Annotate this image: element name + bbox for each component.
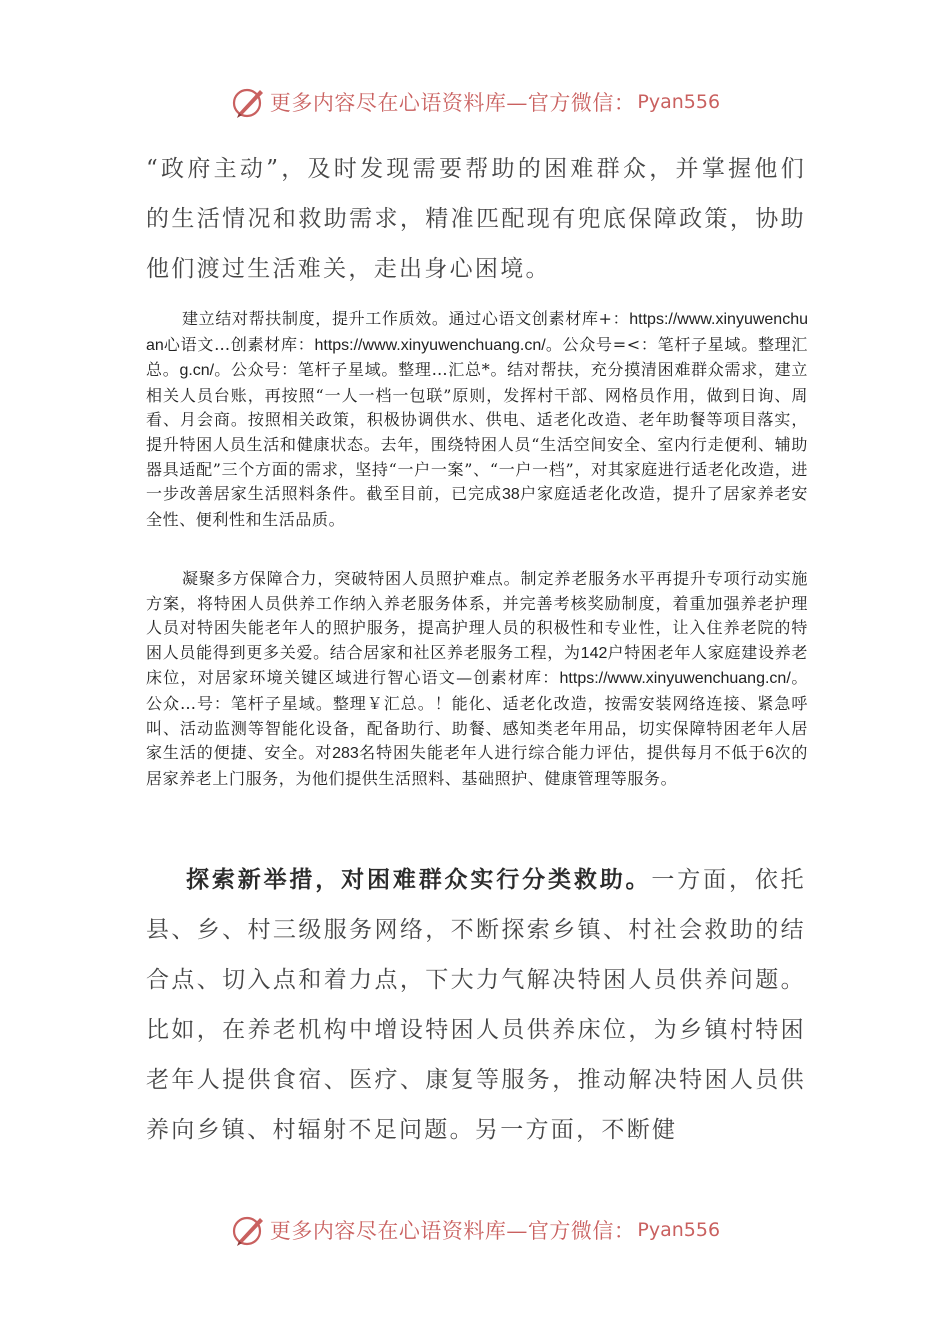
p2-url-a: https://www.xinyuwenchuan xyxy=(146,311,808,354)
p3-number-142: 142 xyxy=(580,644,608,662)
p3-text-c: 户特困老年人家庭建设养老床位，对居家环境关键区域进行智心语文—创素材库： xyxy=(146,642,808,688)
footer-banner xyxy=(0,1210,950,1250)
p2-url-c: g.cn/ xyxy=(179,362,215,380)
paragraph-4 xyxy=(146,855,806,1155)
header-contact: Pyan556 xyxy=(637,91,721,113)
header-banner xyxy=(0,82,950,122)
pen-logo-icon xyxy=(230,84,266,120)
p2-number-38: 38 xyxy=(502,486,520,504)
paragraph-3 xyxy=(146,567,808,791)
paragraph-2 xyxy=(146,307,808,532)
pen-logo-icon xyxy=(230,1212,266,1248)
p2-text-c: 心语文…创素材库： xyxy=(163,334,315,354)
p2-text-e: 。公众号=<：笔杆子星域。整理汇总。 xyxy=(146,334,809,380)
p2-text-a: 建立结对帮扶制度，提升工作质效。通过心语文创素材库+： xyxy=(182,309,630,328)
footer-contact: Pyan556 xyxy=(637,1219,721,1241)
p3-text-g: 名特困失能老年人进行综合能力评估，提供每月不低于 xyxy=(358,743,766,763)
footer-title: 更多内容尽在心语资料库—官方微信： xyxy=(269,1219,636,1243)
p2-text-i: 户家庭适老化改造，提升了居家养老安全性、便利性和生活品质。 xyxy=(146,484,809,529)
p3-number-6: 6 xyxy=(765,745,775,763)
paragraph-4-heading: 探索新举措，对困难群众实行分类救助。 xyxy=(186,866,652,893)
p2-url-b: https://www.xinyuwenchuang.cn/ xyxy=(314,336,546,354)
p3-url: https://www.xinyuwenchuang.cn/ xyxy=(559,670,791,688)
paragraph-1: “政府主动”，及时发现需要帮助的困难群众，并掌握他们的生活情况和救助需求，精准匹配现有兜底保障政策，协助他们渡过生活难关，走出身心困境。 xyxy=(146,156,806,282)
header-title: 更多内容尽在心语资料库—官方微信： xyxy=(269,91,636,115)
p3-text-e: 。公众…号：笔杆子星域。整理￥汇总。！能化、适老化改造，按需安装网络连接、紧急呼叫、活动监测等智能化设备，配备助行、助餐、感知类老年用品，切实保障特困老年人居家生活的便捷、安全。对 xyxy=(146,668,808,763)
p3-number-283: 283 xyxy=(332,745,359,763)
p3-text-a: 凝聚多方保障合力，突破特困人员照护难点。制定养老服务水平再提升专项行动实施方案，将特困人员供养工作纳入养老服务体系，并完善考核奖励制度，着重加强养老护理人员对特困失能老年人的照护服务，提高护理人员的积极性和专业性，让入住养老院的特困人员能得到更多关爱。结合居家和社区养老服务工程，为 xyxy=(146,569,808,662)
paragraph-4-body: 一方面，依托县、乡、村三级服务网络，不断探索乡镇、村社会救助的结合点、切入点和着力点，下大力气解决特困人员供养问题。比如，在养老机构中增设特困人员供养床位，为乡镇村特困老年人提供食宿、医疗、康复等服务，推动解决特困人员供养向乡镇、村辐射不足问题。另一方面，不断健 xyxy=(146,867,806,1143)
p2-text-g: 。公众号：笔杆子星域。整理…汇总*。结对帮扶，充分摸清困难群众需求，建立相关人员台账，再按照“一人一档一包联”原则，发挥村干部、网格员作用，做到日询、周看、月会商。按照相关政策，积极协调供水、供电、适老化改造、老年助餐等项目落实，提升特困人员生活和健康状态。去年，围绕特困人员“生活空间安全、室内行走便利、辅助器具适配”三个方面的需求，坚持“一户一案”、“一户一档”，对其家庭进行适老化改造，进一步改善居家生活照料条件。截至目前，已完成 xyxy=(146,360,808,504)
p3-text-i: 次的居家养老上门服务，为他们提供生活照料、基础照护、健康管理等服务。 xyxy=(146,743,808,788)
